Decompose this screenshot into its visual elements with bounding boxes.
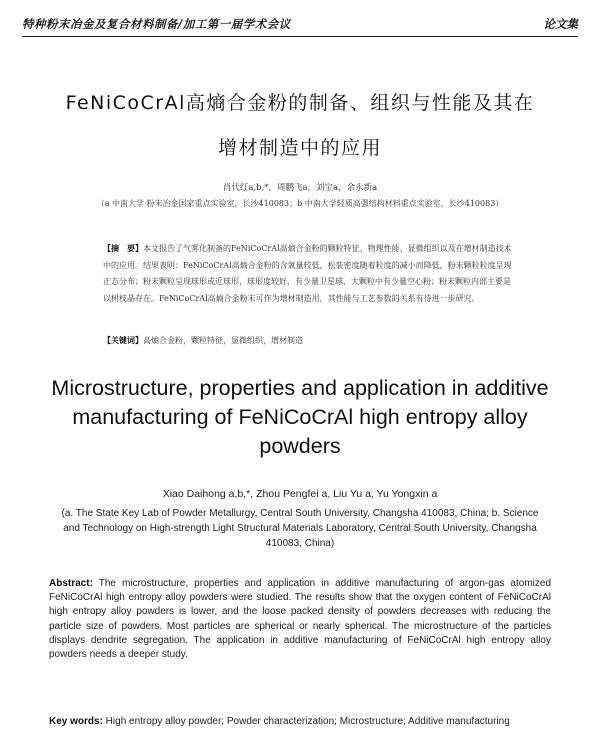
running-header bbox=[22, 14, 578, 37]
en-keywords-label: Key words: bbox=[49, 716, 103, 727]
journal-name: 特种粉末冶金及复合材料制备/加工第一届学术会议 bbox=[22, 17, 291, 31]
cn-affiliation: （a 中南大学 粉末冶金国家重点实验室，长沙410083；b 中南大学轻质高强结构材料重点实验室，长沙410083） bbox=[96, 199, 504, 208]
cn-abstract-label: 【摘 要】 bbox=[103, 243, 143, 253]
en-keywords bbox=[49, 716, 551, 727]
section-name: 论文集 bbox=[543, 17, 578, 31]
cn-keywords-text: 高熵合金粉，颗粒特征，显微组织，增材制造 bbox=[143, 336, 303, 345]
cn-keywords-label: 【关键词】 bbox=[103, 335, 143, 345]
en-abstract-text: The microstructure, properties and application in additive manufacturing of argon-gas atomized FeNiCoCrAl high entropy alloy powders were studied. The results show that the oxygen content of FeNiCoCrAl high entropy alloy powders is lower, and the loose packed density of powders decreases with reducing the particle size of powders. Most particles are spherical or nearly spherical. The microstructure of the particles displays dendrite segregation. The application in additive manufacturing of FeNiCoCrAl high entropy alloy powders needs a deeper study. bbox=[49, 578, 551, 661]
cn-abstract-text: 本文报告了气雾化制备的FeNiCoCrAl高熵合金粉的颗粒特征、物理性能、显微组织以及在增材制造技术中的应用。结果表明：FeNiCoCrAl高熵合金粉的含氧量较低，松装密度随着粒度的减小而降低，粉末颗粒粒度呈现正态分布；粉末颗粒呈现球形或近球形，球形度较好，有少量卫星球，大颗粒中有少量空心粉；粉末颗粒内部主要是以树枝晶存在。FeNiCoCrAl高熵合金粉末可作为增材制造用，其性能与工艺参数的关系有待进一步研究。 bbox=[103, 244, 512, 303]
cn-abstract bbox=[103, 240, 518, 307]
en-abstract bbox=[49, 577, 551, 662]
en-title: Microstructure, properties and application in additive manufacturing of FeNiCoCrAl high entropy alloy powders bbox=[51, 376, 549, 458]
cn-title-line2: 增材制造中的应用 bbox=[217, 137, 382, 159]
cn-title-line1: FeNiCoCrAl高熵合金粉的制备、组织与性能及其在 bbox=[65, 92, 535, 114]
en-authors: Xiao Daihong a,b,*, Zhou Pengfei a, Liu Yu a, Yu Yongxin a bbox=[162, 488, 438, 500]
cn-keywords bbox=[103, 335, 518, 346]
en-abstract-label: Abstract: bbox=[49, 578, 93, 589]
cn-authors: 肖代红a,b,*，周鹏飞a，刘宝a，余永新a bbox=[222, 183, 378, 193]
en-keywords-text: High entropy alloy powder; Powder characterization; Microstructure; Additive manufacturing bbox=[102, 716, 510, 727]
en-affiliation: (a. The State Key Lab of Powder Metallurgy, Central South University, Changsha 410083, China; b. Science and Technology on High-strength Light Structural Materials Laboratory, Central South University, Changsha 410083, China) bbox=[61, 508, 539, 549]
